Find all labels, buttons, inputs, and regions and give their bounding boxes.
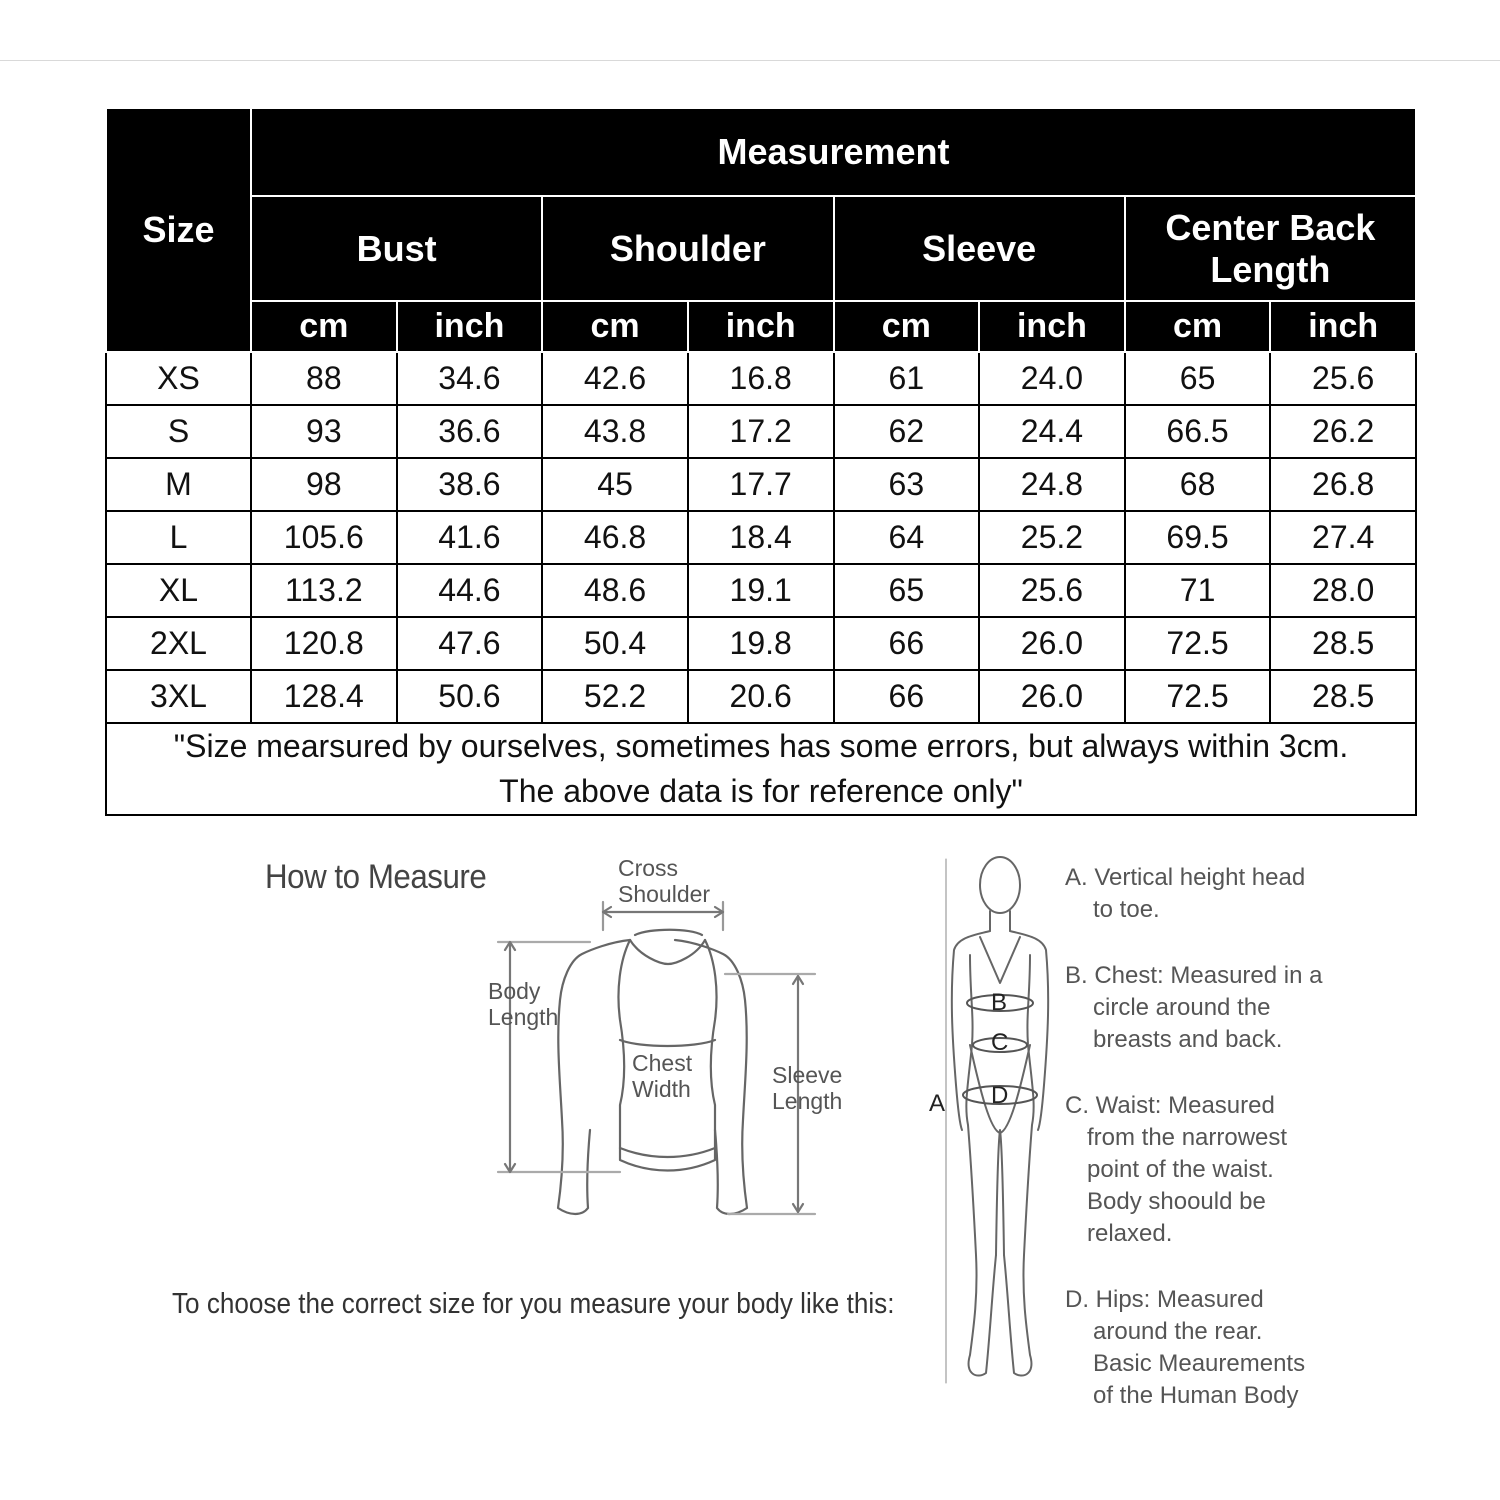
table-cell: 105.6 [251,511,397,564]
table-cell: 98 [251,458,397,511]
center-back-length-header: Center Back Length [1125,196,1416,301]
table-cell: 120.8 [251,617,397,670]
table-cell: 28.0 [1270,564,1416,617]
note-vertical-height: A. Vertical height head to toe. [1065,864,1306,923]
table-cell: 93 [251,405,397,458]
table-cell: 19.1 [688,564,834,617]
table-cell: 17.2 [688,405,834,458]
table-cell: 48.6 [542,564,688,617]
table-cell: 27.4 [1270,511,1416,564]
figure-label-c: C [991,1029,1009,1056]
table-cell: 41.6 [397,511,543,564]
measurement-header: Measurement [251,108,1416,196]
table-row [106,564,1416,617]
table-cell: 26.2 [1270,405,1416,458]
chest-width-label: Chest Width [632,1050,693,1103]
table-cell: 88 [251,352,397,405]
table-cell: 24.0 [979,352,1125,405]
table-cell: 36.6 [397,405,543,458]
unit-header: cm [834,301,980,352]
table-cell: 66 [834,617,980,670]
size-cell: XL [106,564,251,617]
table-cell: 72.5 [1125,670,1271,723]
top-divider [0,60,1500,61]
table-cell: 72.5 [1125,617,1271,670]
table-cell: 28.5 [1270,670,1416,723]
table-row [106,670,1416,723]
table-cell: 28.5 [1270,617,1416,670]
how-to-measure-title: How to Measure [265,858,487,896]
disclaimer-note [106,723,1416,815]
table-cell: 66.5 [1125,405,1271,458]
note-line: The above data is for reference only" [499,772,1023,809]
table-cell: 45 [542,458,688,511]
table-cell: 69.5 [1125,511,1271,564]
table-row [106,511,1416,564]
unit-header: inch [688,301,834,352]
table-cell: 18.4 [688,511,834,564]
unit-header: cm [1125,301,1271,352]
table-cell: 16.8 [688,352,834,405]
size-cell: L [106,511,251,564]
table-cell: 26.0 [979,670,1125,723]
size-cell: 2XL [106,617,251,670]
cross-shoulder-label: Cross Shoulder [618,855,711,908]
figure-label-b: B [991,989,1008,1016]
table-cell: 24.8 [979,458,1125,511]
table-cell: 71 [1125,564,1271,617]
figure-label-d: D [991,1082,1009,1109]
table-cell: 17.7 [688,458,834,511]
table-cell: 61 [834,352,980,405]
size-header: Size [106,108,251,352]
table-cell: 65 [834,564,980,617]
table-cell: 128.4 [251,670,397,723]
table-cell: 20.6 [688,670,834,723]
table-cell: 42.6 [542,352,688,405]
table-cell: 68 [1125,458,1271,511]
table-cell: 19.8 [688,617,834,670]
table-row [106,405,1416,458]
unit-header: inch [397,301,543,352]
shoulder-header: Shoulder [542,196,833,301]
note-row [106,723,1416,815]
size-cell: S [106,405,251,458]
table-cell: 50.4 [542,617,688,670]
bust-header: Bust [251,196,542,301]
size-cell: XS [106,352,251,405]
unit-header: cm [542,301,688,352]
table-cell: 62 [834,405,980,458]
table-cell: 50.6 [397,670,543,723]
table-cell: 24.4 [979,405,1125,458]
figure-label-a: A [929,1090,946,1117]
table-cell: 25.6 [979,564,1125,617]
table-cell: 25.2 [979,511,1125,564]
table-cell: 65 [1125,352,1271,405]
unit-header: inch [1270,301,1416,352]
size-chart-table [105,107,1417,816]
table-cell: 63 [834,458,980,511]
table-row [106,617,1416,670]
unit-header: cm [251,301,397,352]
table-cell: 46.8 [542,511,688,564]
table-cell: 47.6 [397,617,543,670]
table-cell: 113.2 [251,564,397,617]
table-cell: 38.6 [397,458,543,511]
table-cell: 26.0 [979,617,1125,670]
note-chest: B. Chest: Measured in a circle around the breasts and back. [1065,962,1323,1053]
table-cell: 66 [834,670,980,723]
size-cell: M [106,458,251,511]
note-hips: D. Hips: Measured around the rear. Basic Meaurements of the Human Body [1065,1286,1306,1409]
unit-header: inch [979,301,1125,352]
table-cell: 43.8 [542,405,688,458]
table-cell: 44.6 [397,564,543,617]
table-row [106,458,1416,511]
sleeve-length-label: Sleeve Length [772,1062,843,1115]
table-cell: 34.6 [397,352,543,405]
size-cell: 3XL [106,670,251,723]
table-cell: 64 [834,511,980,564]
sleeve-header: Sleeve [834,196,1125,301]
body-length-label: Body Length [488,978,559,1031]
choose-size-instruction: To choose the correct size for you measure your body like this: [172,1288,895,1320]
table-row [106,352,1416,405]
note-waist: C. Waist: Measured from the narrowest point of the waist. Body shoould be relaxed. [1065,1092,1288,1247]
table-cell: 26.8 [1270,458,1416,511]
table-cell: 25.6 [1270,352,1416,405]
body-figure-diagram [940,855,1060,1390]
note-line: "Size mearsured by ourselves, sometimes has some errors, but always within 3cm. [173,728,1349,764]
table-cell: 52.2 [542,670,688,723]
